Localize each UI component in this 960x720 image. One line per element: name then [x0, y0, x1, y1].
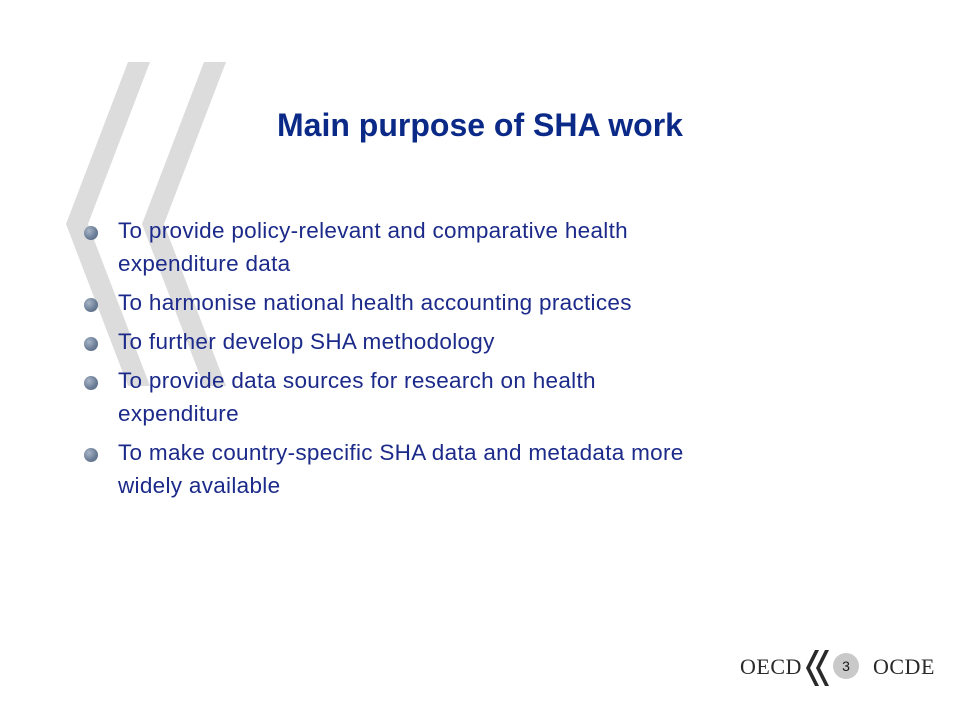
bullet-item-5	[118, 436, 878, 502]
bullet-text-line: expenditure	[118, 401, 239, 426]
bullet-item-2	[118, 286, 878, 319]
brand-oecd: OECD	[740, 654, 802, 679]
bullet-dot-icon	[84, 376, 98, 390]
bullet-text-line: To provide data sources for research on health	[118, 368, 596, 393]
bullet-dot-icon	[84, 448, 98, 462]
slide-title: Main purpose of SHA work	[277, 107, 683, 143]
bullet-text-line: To provide policy-relevant and comparative health	[118, 218, 628, 243]
page-number: 3	[833, 653, 859, 679]
bullet-item-4	[118, 364, 878, 430]
bullet-item-1	[118, 214, 878, 280]
bullet-dot-icon	[84, 226, 98, 240]
brand-ocde: OCDE	[873, 654, 935, 679]
bullet-text-line: widely available	[118, 473, 281, 498]
bullet-text-line: To harmonise national health accounting practices	[118, 290, 632, 315]
bullet-text-line: To further develop SHA methodology	[118, 329, 495, 354]
footer-logo	[740, 646, 940, 690]
oecd-logo-marks-icon	[805, 650, 835, 686]
bullet-item-3	[118, 325, 878, 358]
bullet-text-line: To make country-specific SHA data and metadata more	[118, 440, 684, 465]
bullet-dot-icon	[84, 298, 98, 312]
bullet-dot-icon	[84, 337, 98, 351]
bullet-list	[118, 214, 878, 508]
bullet-text-line: expenditure data	[118, 251, 291, 276]
